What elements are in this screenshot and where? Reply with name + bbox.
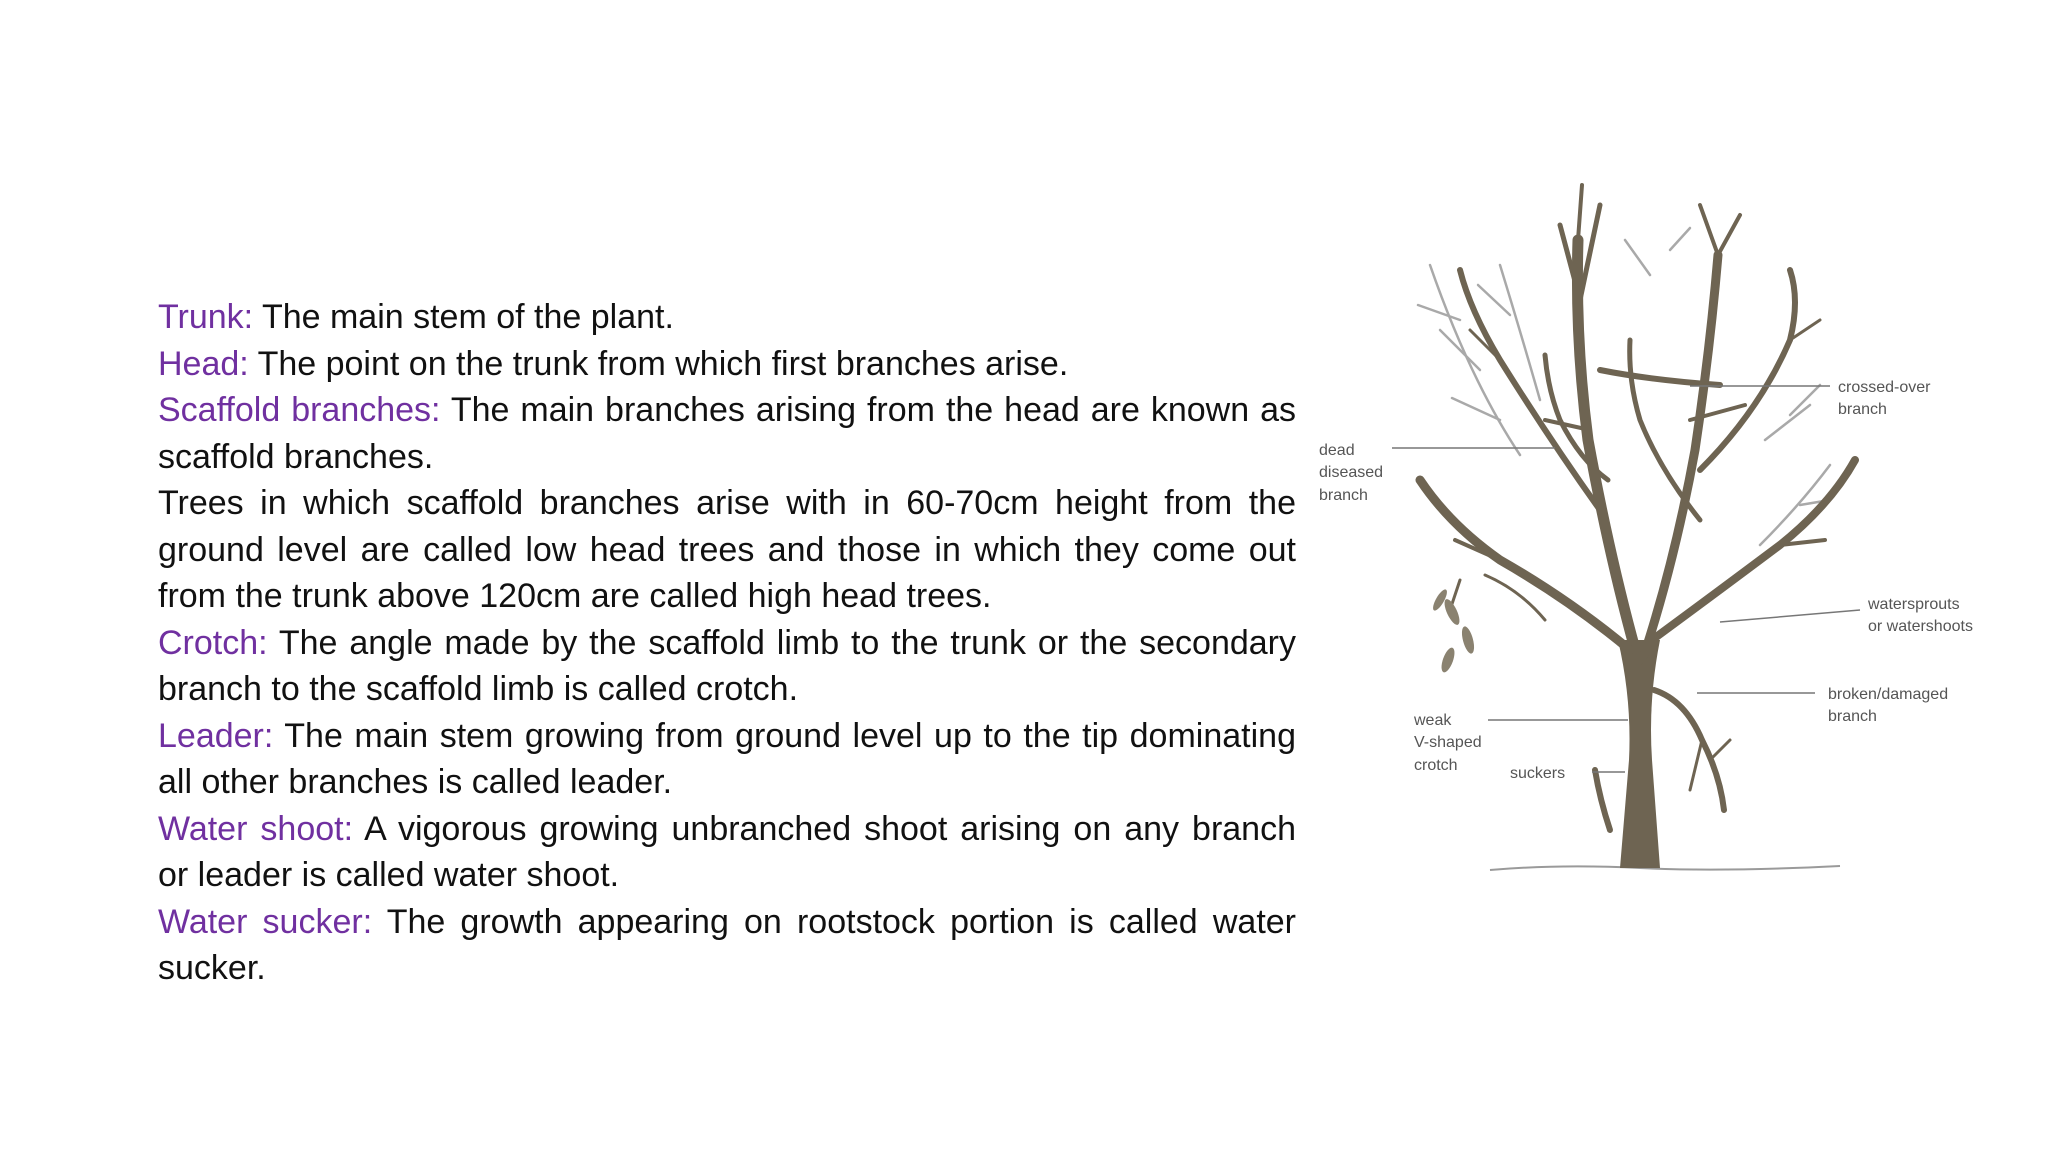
label-weak-crotch-line-3: crotch xyxy=(1414,757,1458,774)
paragraph-water-shoot xyxy=(158,806,1296,899)
term-water-shoot: Water shoot: xyxy=(158,809,354,848)
definition-water-sucker: The growth appearing on rootstock portion is called water sucker. xyxy=(158,902,1296,987)
label-weak-crotch-line-2: V-shaped xyxy=(1414,734,1482,751)
trunk xyxy=(1618,640,1660,868)
label-weak-crotch-line-1: weak xyxy=(1414,712,1452,729)
paragraph-leader xyxy=(158,713,1296,806)
label-leader-lines xyxy=(1392,386,1860,772)
definition-water-shoot: A vigorous growing unbranched shoot arising on any branch or leader is called water shoot. xyxy=(158,809,1296,894)
definition-trunk: The main stem of the plant. xyxy=(261,298,674,336)
tree-illustration xyxy=(1310,176,2010,876)
term-trunk: Trunk: xyxy=(158,298,254,336)
label-broken-line-2: branch xyxy=(1828,708,1877,725)
label-crossed-over-line-1: crossed-over xyxy=(1838,379,1931,396)
tree-pruning-diagram xyxy=(1310,176,2010,876)
paragraph-scaffold-branches xyxy=(158,387,1296,480)
paragraph-water-sucker xyxy=(158,899,1296,992)
definition-scaffold-branches: The main branches arising from the head are known as scaffold branches. xyxy=(158,391,1296,476)
label-suckers: suckers xyxy=(1510,765,1566,782)
term-scaffold-branches: Scaffold branches: xyxy=(158,391,441,429)
label-watersprouts-line-2: or watershoots xyxy=(1868,618,1973,635)
paragraph-crotch xyxy=(158,620,1296,713)
ground-line xyxy=(1490,866,1840,870)
term-leader: Leader: xyxy=(158,716,274,755)
definition-crotch: The angle made by the scaffold limb to the trunk or the secondary branch to the scaffold limb is called crotch. xyxy=(158,623,1296,708)
label-dead-line-2: diseased xyxy=(1319,464,1384,481)
paragraph-head xyxy=(158,341,1296,388)
definition-leader: The main stem growing from ground level up to the tip dominating all other branches is called leader. xyxy=(158,716,1296,801)
definition-head-height: Trees in which scaffold branches arise with in 60-70cm height from the ground level are called low head trees and those in which they come out from the trunk above 120cm are called high head trees. xyxy=(158,484,1296,615)
definition-head: The point on the trunk from which first branches arise. xyxy=(257,344,1069,383)
term-water-sucker: Water sucker: xyxy=(158,902,373,941)
label-broken-line-1: broken/damaged xyxy=(1828,686,1949,703)
label-crossed-over-line-2: branch xyxy=(1838,401,1887,418)
term-crotch: Crotch: xyxy=(158,623,268,662)
term-head: Head: xyxy=(158,344,249,383)
label-watersprouts-line-1: watersprouts xyxy=(1868,596,1960,613)
label-dead-line-1: dead xyxy=(1319,442,1355,459)
paragraph-head-height xyxy=(158,480,1296,620)
paragraph-trunk xyxy=(158,294,1296,341)
definitions-text xyxy=(158,294,1296,992)
label-dead-line-3: branch xyxy=(1319,487,1368,504)
